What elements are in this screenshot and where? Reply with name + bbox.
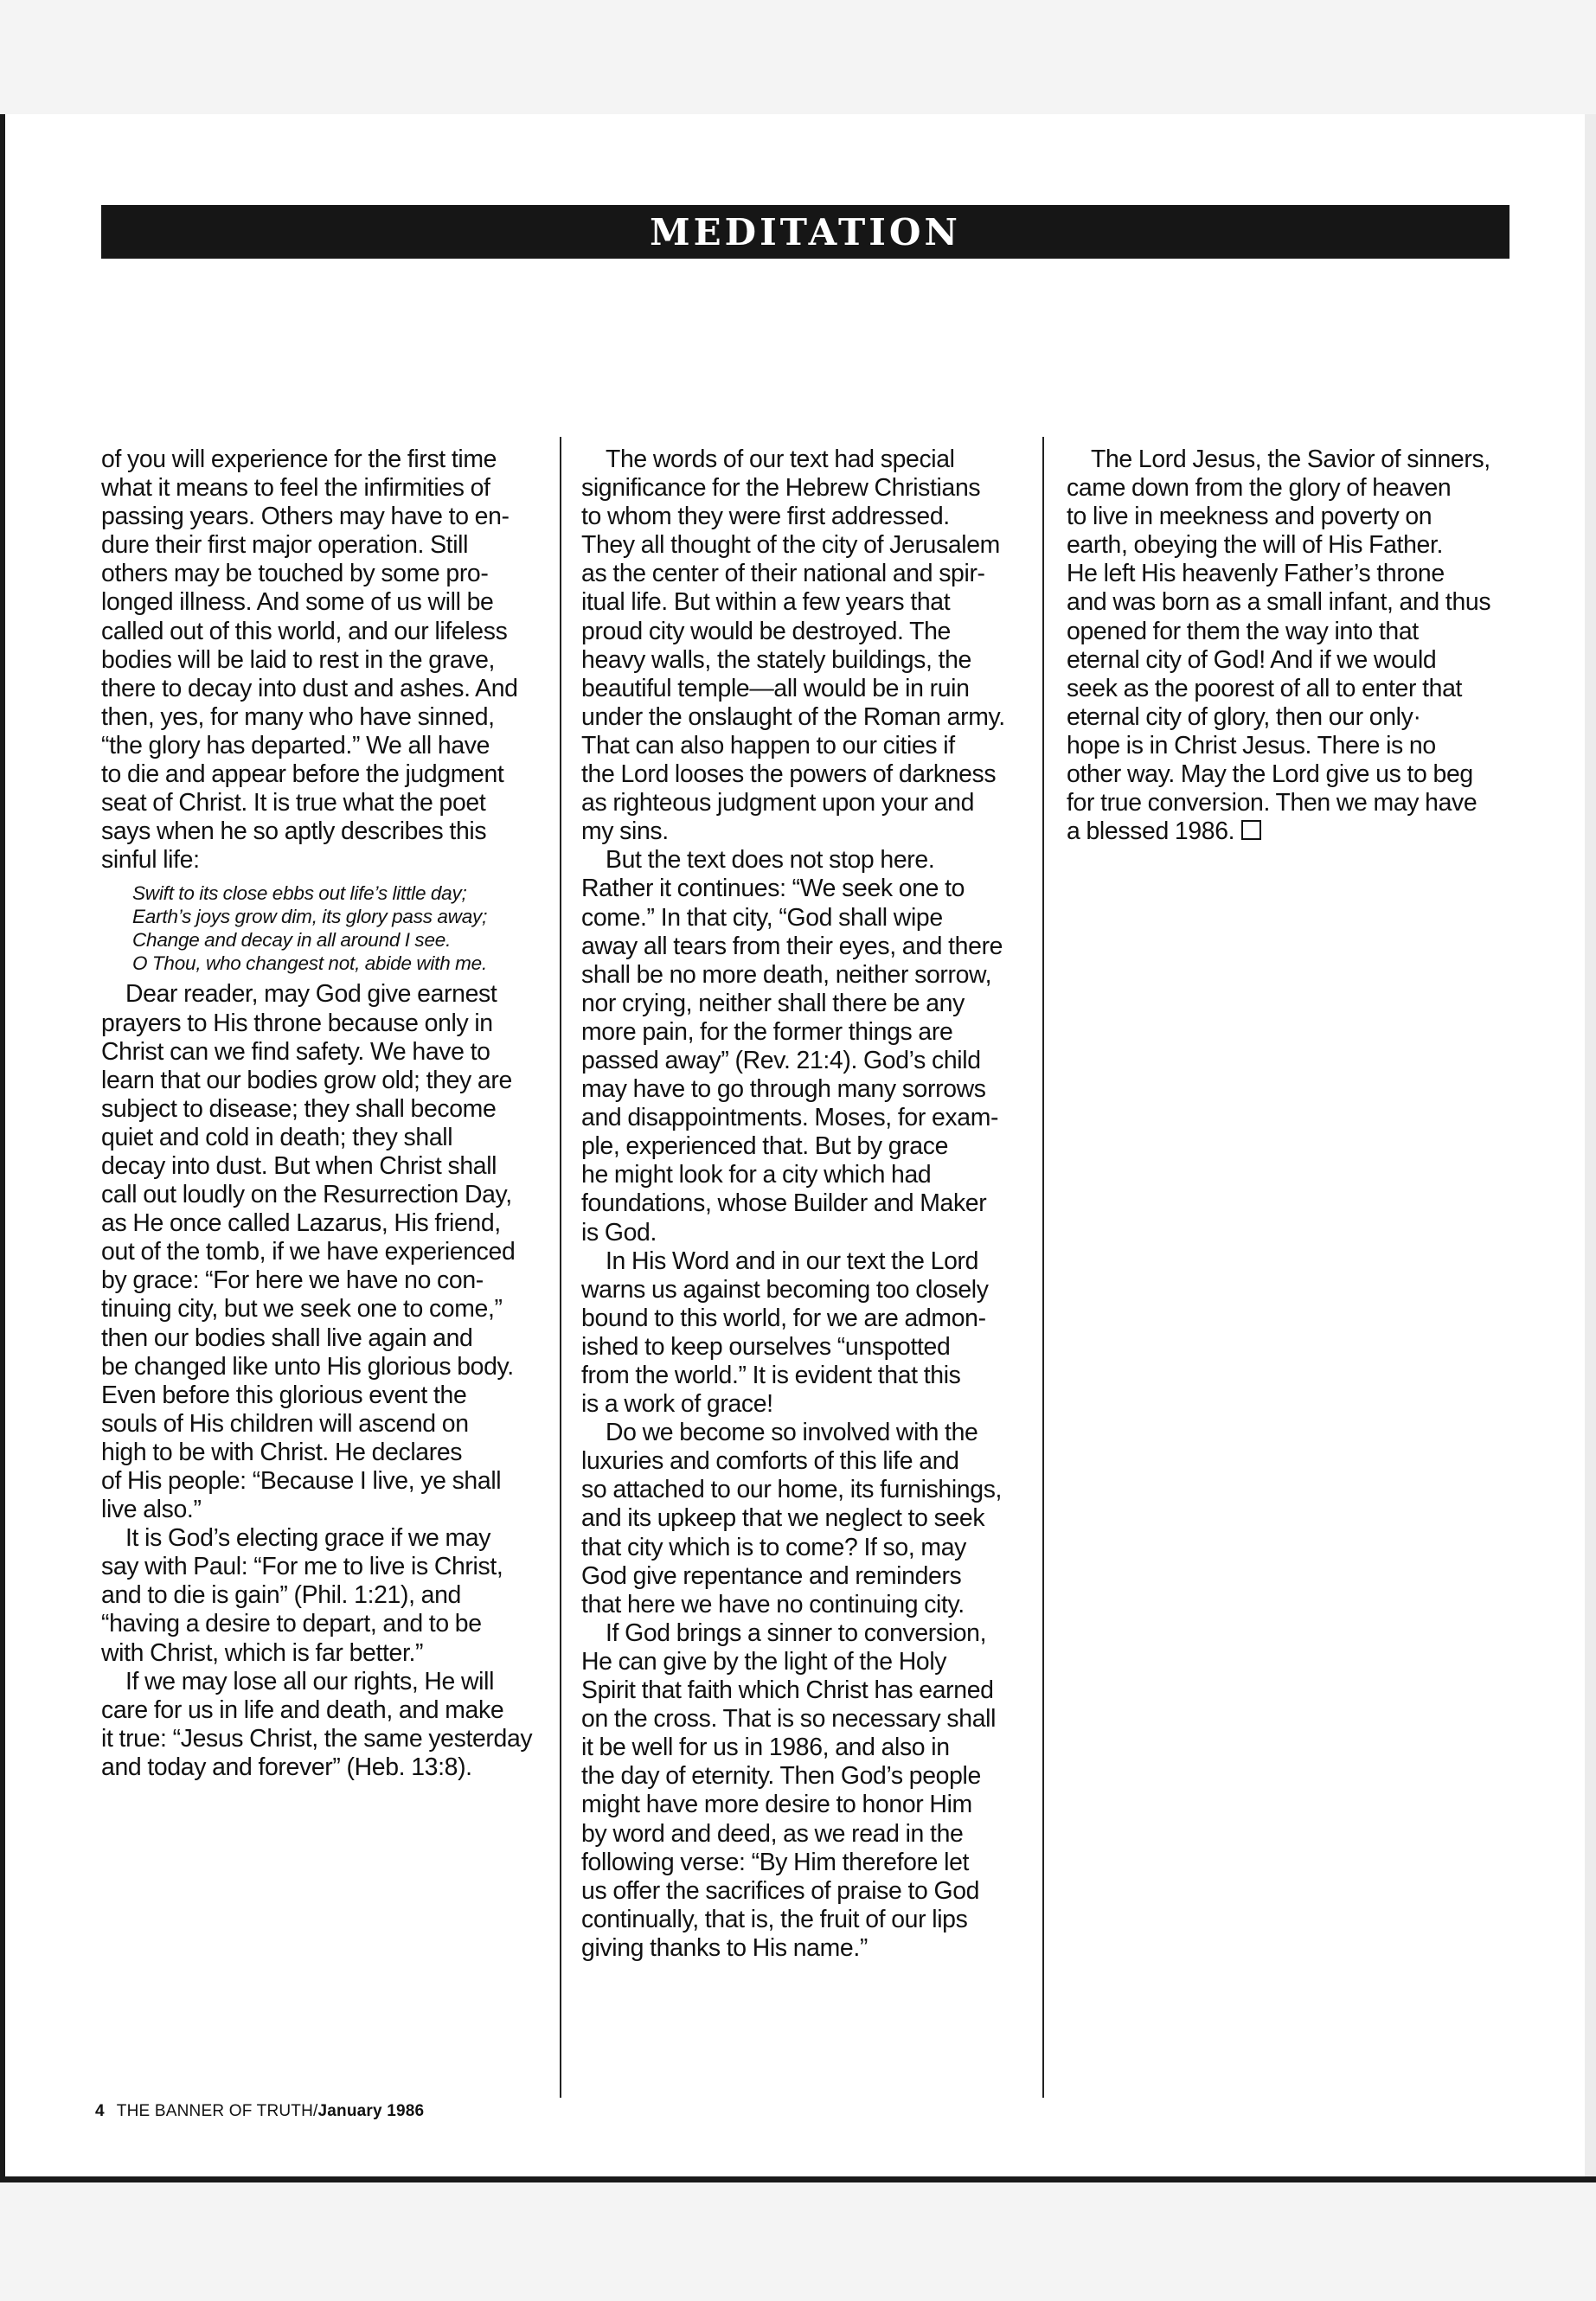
scan-left-edge — [0, 114, 5, 2182]
paragraph: If God brings a sinner to conversion, He can give by the light of the Holy Spirit that faith which Christ has earned on the cross. That is so necessary shall it be well for us in 1986, and also in the day of eternity. Then God’s people might have more desire to honor Him by word and deed, as we read in the following verse: “By Him therefore let us offer the sacrifices of praise to God continually, that is, the fruit of our lips giving thanks to His name.” — [581, 1618, 997, 1962]
section-header-bar — [101, 205, 1509, 259]
article-column-3 — [1067, 445, 1521, 846]
paragraph: If we may lose all our rights, He will care for us in life and death, and make it true: “Jesus Christ, the same yesterday and today and forever” (Heb. 13:8). — [101, 1667, 533, 1781]
article-column-1 — [101, 445, 541, 1782]
page-number: 4 — [95, 2102, 105, 2120]
paragraph: Dear reader, may God give earnest prayers to His throne because only in Christ can we find safety. We have to learn that our bodies grow old; they are subject to disease; they shall become quiet and cold in death; they shall decay into dust. But when Christ shall call out loudly on the Resurrection Day, as He once called Lazarus, His friend, out of the tomb, if we have experienced by grace: “For here we have no con- tinuing city, but we seek one to come,” then our bodies shall live again and be changed like unto His glorious body. Even before this glorious event the souls of His children will ascend on high to be with Christ. He declares of His people: “Because I live, ye shall live also.” — [101, 980, 516, 1524]
column-divider — [1042, 437, 1044, 2098]
article-column-2 — [581, 445, 1031, 1963]
paragraph: In His Word and in our text the Lord warns us against becoming too closely bound to this world, for we are admon- ished to keep ourselves “unspotted from the world.” It is evident that this is a work of grace! — [581, 1247, 989, 1419]
page-footer — [95, 2102, 424, 2121]
paragraph: The words of our text had special significance for the Hebrew Christians to whom they were first addressed. They all thought of the city of Jerusalem as the center of their national and spir- itual life. But within a few years that proud city would be destroyed. The heavy walls, the stately buildings, the beautiful temple—all would be in ruin under the onslaught of the Roman army. That can also happen to our cities if the Lord looses the powers of darkness as righteous judgment upon your and my sins. — [581, 445, 1005, 846]
scan-bottom-rule — [0, 2176, 1596, 2182]
column-divider — [560, 437, 561, 2098]
scan-right-edge — [1585, 114, 1596, 2182]
issue-date: January 1986 — [317, 2102, 425, 2120]
section-title: MEDITATION — [650, 210, 961, 253]
paragraph: But the text does not stop here. Rather it continues: “We seek one to come.” In that city, “God shall wipe away all tears from their eyes, and there shall be no more death, neither sorrow, nor crying, neither shall there be any more pain, for the former things are passed away” (Rev. 21:4). God’s child may have to go through many sorrows and disappointments. Moses, for exam- ple, experienced that. But by grace he might look for a city which had foundations, whose Builder and Maker is God. — [581, 846, 1003, 1247]
end-mark-icon — [1241, 820, 1261, 840]
magazine-name: THE BANNER OF TRUTH/ — [116, 2102, 318, 2120]
paragraph: of you will experience for the first time what it means to feel the infirmities of passing years. Others may have to en- dure their first major operation. Still others may be touched by some pro- longed illness. And some of us will be called out of this world, and our lifeless bodies will be laid to rest in the grave, there to decay into dust and ashes. And then, yes, for many who have sinned, “the glory has departed.” We all have to die and appear before the judgment seat of Christ. It is true what the poet says when he so aptly describes this sinful life: — [101, 445, 518, 875]
scan-bottom-margin — [0, 2182, 1596, 2301]
scan-top-margin — [0, 0, 1596, 114]
paragraph: It is God’s electing grace if we may say with Paul: “For me to live is Christ, and to die is gain” (Phil. 1:21), and “having a desire to depart, and to be with Christ, which is far better.” — [101, 1524, 503, 1667]
paragraph: Do we become so involved with the luxuries and comforts of this life and so attached to our home, its furnishings, and its upkeep that we neglect to seek that city which is to come? If so, may God give repentance and reminders that here we have no continuing city. — [581, 1419, 1003, 1618]
poem-quote: Swift to its close ebbs out life’s little day; Earth’s joys grow dim, its glory pass away; Change and decay in all around I see. O Thou, who changest not, abide with me. — [132, 882, 488, 975]
paragraph-text: The Lord Jesus, the Savior of sinners, came down from the glory of heaven to live in meekness and poverty on earth, obeying the will of His Father. He left His heavenly Father’s throne and was born as a small infant, and thus opened for them the way into that eternal city of God! And if we would seek as the poorest of all to enter that eternal city of glory, then our only· hope is in Christ Jesus. There is no other way. May the Lord give us to beg for true conversion. Then we may have a blessed 1986. — [1067, 445, 1491, 846]
paragraph-final — [1067, 445, 1521, 846]
